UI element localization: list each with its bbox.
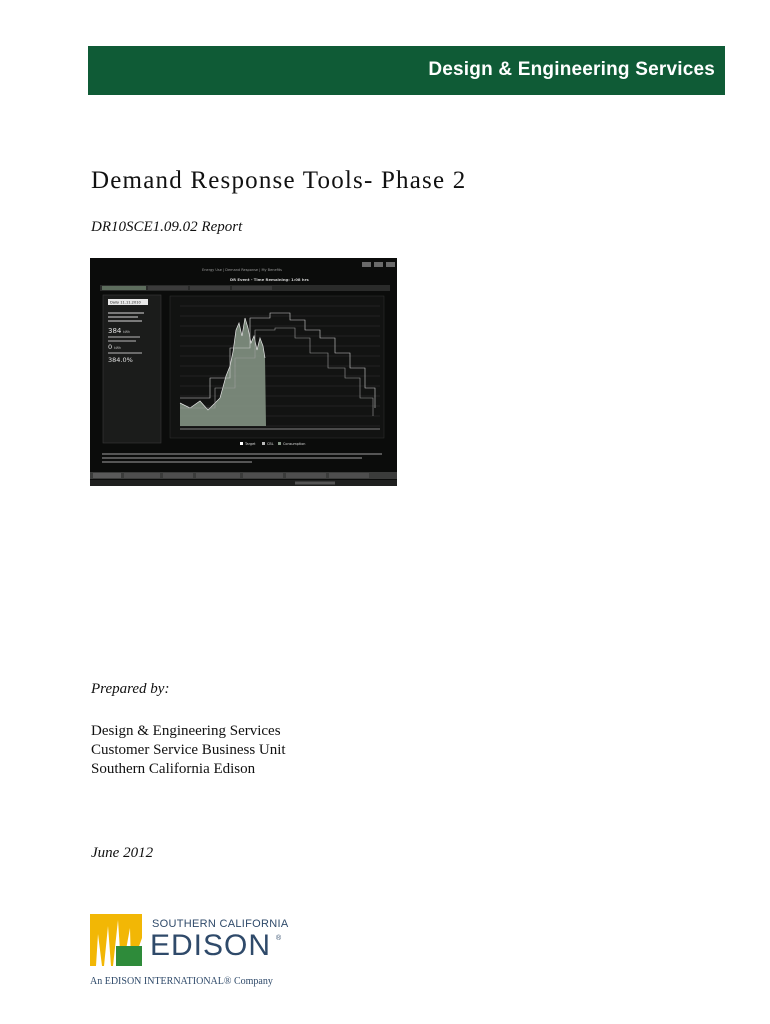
sunburst-logo-icon bbox=[90, 914, 142, 966]
screenshot-legend-1: CBL bbox=[267, 442, 274, 446]
prepared-by-block bbox=[91, 722, 286, 779]
prepared-line: Customer Service Business Unit bbox=[91, 742, 286, 758]
screenshot-reading-unit: kWh bbox=[123, 330, 131, 334]
sce-logo bbox=[90, 914, 310, 990]
screenshot-savings-unit: kWh bbox=[114, 346, 122, 350]
logo-registered-mark: ® bbox=[276, 935, 282, 942]
prepared-line: Design & Engineering Services bbox=[91, 723, 281, 739]
app-screenshot-graphic bbox=[90, 258, 397, 486]
logo-main-text: EDISON bbox=[150, 929, 272, 962]
banner-title: Design & Engineering Services bbox=[428, 59, 715, 80]
report-id: DR10SCE1.09.02 Report bbox=[91, 219, 243, 235]
screenshot-top-nav: Energy Use | Demand Response | My Benefits bbox=[202, 268, 283, 272]
prepared-line: Southern California Edison bbox=[91, 761, 256, 777]
logo-tagline: An EDISON INTERNATIONAL® Company bbox=[90, 976, 273, 987]
header-banner bbox=[88, 46, 725, 95]
screenshot-savings-value: 0 bbox=[108, 343, 113, 351]
document-title: Demand Response Tools- Phase 2 bbox=[91, 167, 467, 194]
screenshot-panel-date: Daily 11.11.2010 bbox=[110, 300, 141, 305]
screenshot-event-banner: DR Event - Time Remaining: 1:08 hrs bbox=[230, 277, 309, 282]
document-date: June 2012 bbox=[91, 845, 154, 861]
screenshot-legend-0: Target bbox=[245, 442, 256, 446]
prepared-by-label: Prepared by: bbox=[91, 681, 170, 697]
app-screenshot-image bbox=[90, 258, 397, 486]
screenshot-percent-value: 384.0% bbox=[108, 356, 133, 364]
screenshot-reading-value: 384 bbox=[108, 327, 122, 335]
logo-top-line: SOUTHERN CALIFORNIA bbox=[152, 918, 289, 930]
screenshot-legend-2: Consumption bbox=[283, 442, 306, 446]
